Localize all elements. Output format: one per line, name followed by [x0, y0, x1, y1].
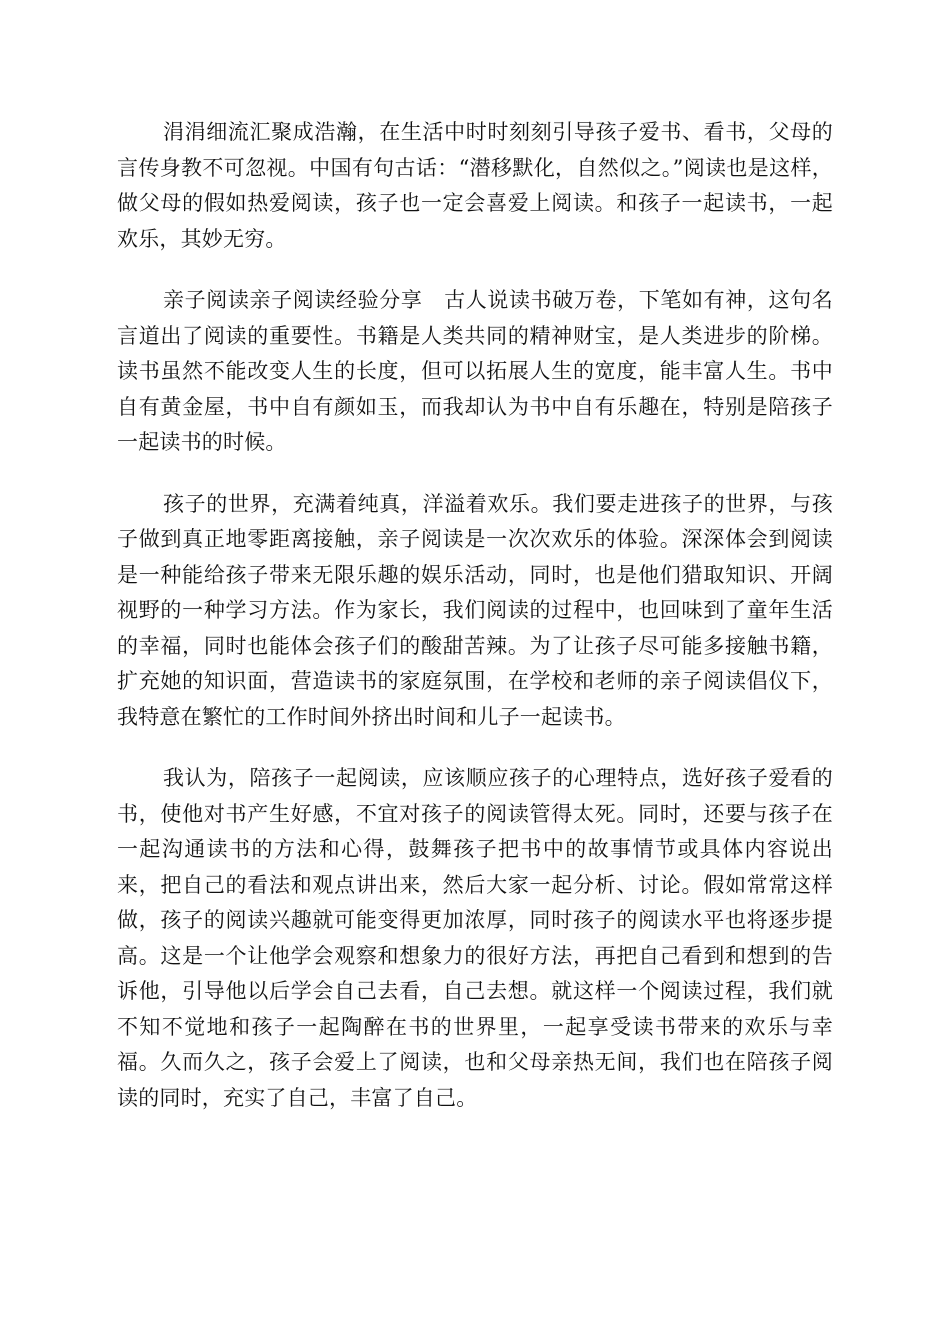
paragraph-4: 我认为，陪孩子一起阅读，应该顺应孩子的心理特点，选好孩子爱看的书，使他对书产生好感，不宜对孩子的阅读管得太死。同时，还要与孩子在一起沟通读书的方法和心得，鼓舞孩子把书中的故事情节或具体内容说出来，把自己的看法和观点讲出来，然后大家一起分析、讨论。假如常常这样做，孩子的阅读兴趣就可能变得更加浓厚，同时孩子的阅读水平也将逐步提高。这是一个让他学会观察和想象力的很好方法，再把自己看到和想到的告诉他，引导他以后学会自己去看，自己去想。就这样一个阅读过程，我们就不知不觉地和孩子一起陶醉在书的世界里，一起享受读书带来的欢乐与幸福。久而久之，孩子会爱上了阅读，也和父母亲热无间，我们也在陪孩子阅读的同时，充实了自己，丰富了自己。	[117, 766, 833, 1110]
paragraph-2: 亲子阅读亲子阅读经验分享 古人说读书破万卷，下笔如有神，这句名言道出了阅读的重要性。书籍是人类共同的精神财宝，是人类进步的阶梯。读书虽然不能改变人生的长度，但可以拓展人生的宽度，能丰富人生。书中自有黄金屋，书中自有颜如玉，而我却认为书中自有乐趣在，特别是陪孩子一起读书的时候。	[117, 288, 833, 454]
document-body	[117, 115, 833, 1142]
paragraph-3: 孩子的世界，充满着纯真，洋溢着欢乐。我们要走进孩子的世界，与孩子做到真正地零距离接触，亲子阅读是一次次欢乐的体验。深深体会到阅读是一种能给孩子带来无限乐趣的娱乐活动，同时，也是他们猎取知识、开阔视野的一种学习方法。作为家长，我们阅读的过程中，也回味到了童年生活的幸福，同时也能体会孩子们的酸甜苦辣。为了让孩子尽可能多接触书籍，扩充她的知识面，营造读书的家庭氛围，在学校和老师的亲子阅读倡仪下，我特意在繁忙的工作时间外挤出时间和儿子一起读书。	[117, 491, 833, 729]
paragraph-1: 涓涓细流汇聚成浩瀚，在生活中时时刻刻引导孩子爱书、看书，父母的言传身教不可忽视。中国有句古话：“潜移默化，自然似之。”阅读也是这样，做父母的假如热爱阅读，孩子也一定会喜爱上阅读。和孩子一起读书，一起欢乐，其妙无穷。	[117, 120, 833, 251]
